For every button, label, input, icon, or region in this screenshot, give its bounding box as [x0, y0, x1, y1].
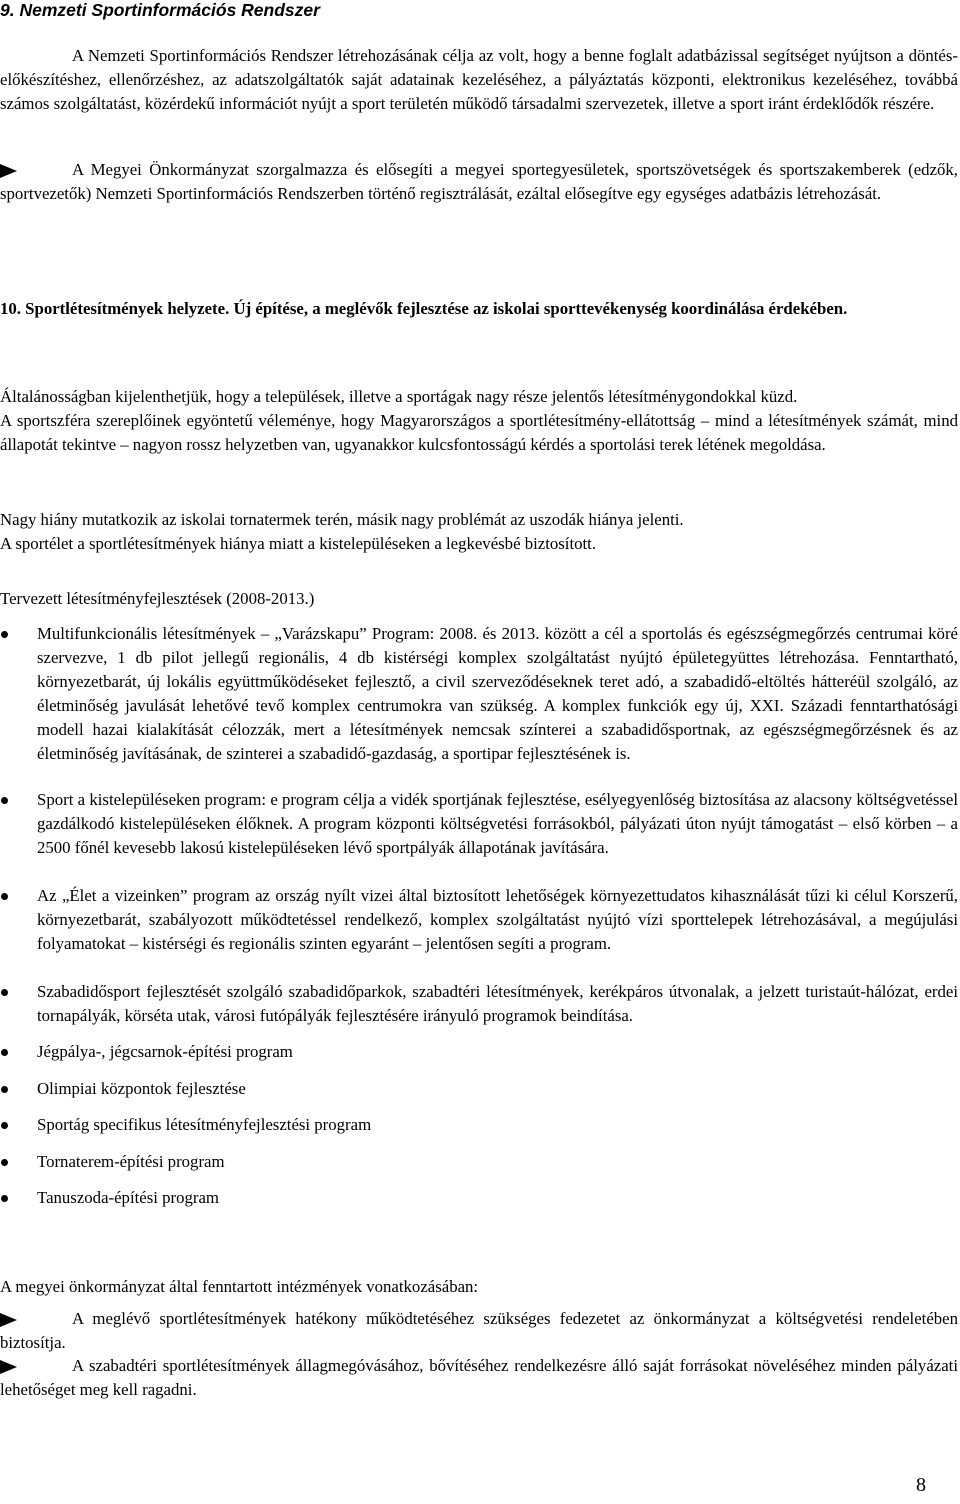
section-10-heading: 10. Sportlétesítmények helyzete. Új építése, a meglévők fejlesztése az iskolai sporttevékenység koordinálása érdekében. [0, 299, 848, 318]
section-9-arrow-text: A Megyei Önkormányzat szorgalmazza és elősegíti a megyei sportegyesületek, sportszövetségek és sportszakemberek (edzők, sportvezetők) Nemzeti Sportinformációs Rendszerben történő regisztrálását, ezáltal elősegítve egy egységes adatbázis létrehozását. [0, 160, 958, 203]
paragraph-1-first-line: Általánosságban kijelenthetjük, hogy a települések, illetve a sportágak nagy része jelentős létesítménygondokkal küzd. [0, 387, 798, 406]
institutions-arrow-item [0, 1354, 958, 1402]
paragraph-2-first-line: Nagy hiány mutatkozik az iskolai tornatermek terén, másik nagy problémát az uszodák hiánya jelenti. [0, 510, 684, 529]
section-10-heading-block [0, 297, 958, 321]
institutions-arrow-text: A meglévő sportlétesítmények hatékony működtetéséhez szükséges fedezetet az önkormányzat a költségvetési rendeletében biztosítja. [0, 1309, 958, 1352]
institutions-heading: A megyei önkormányzat által fenntartott intézmények vonatkozásában: [0, 1277, 479, 1296]
institutions-arrow-item [0, 1307, 958, 1355]
section-9-intro-paragraph: A Nemzeti Sportinformációs Rendszer létrehozásának célja az volt, hogy a benne foglalt adatbázissal segítséget nyújtson a döntés-előkészítéshez, ellenőrzéshez, az adatszolgáltatók saját adatainak kezeléséhez, a pályáztatás központi, elektronikus kezeléséhez, továbbá számos szolgáltatást, közérdekű információt nyújt a sport területén működő társadalmi szervezetek, illetve a sport iránt érdeklődők részére. [0, 46, 958, 113]
institutions-heading-block [0, 1275, 958, 1299]
list-item [0, 980, 958, 1028]
bullet-dot-icon [1, 989, 8, 996]
section-10-paragraph-2 [0, 508, 958, 556]
page-number: 8 [916, 1474, 926, 1496]
arrow-bullet-icon [0, 1360, 17, 1374]
arrow-bullet-icon [0, 164, 17, 178]
list-item-text: Multifunkcionális létesítmények – „Varázskapu” Program: 2008. és 2013. között a cél a sportolás és egészségmegőrzés centrumai köré szervezve, 1 db pilot jellegű regionális, 4 db kistérségi komplex szolgáltatást nyújtó épületegyüttes létrehozása. Fenntartható, környezetbarát, új lokális együttműködéseket fejlesztő, a civil szerveződéseknek teret adó, a szabadidő-eltöltés hátteréül szolgáló, az életminőség javulását lehetővé tevő komplex centrumokra van szükség. A komplex funkciók egy új, XXI. Századi fenntarthatósági modell hazai kialakítását célozzák, mert a létesítmények nemcsak színterei a szabadidősportnak, az egészségmegőrzésnek és az életminőség javításának, de szinterei a szabadidő-gazdaság, a sportipar fejlesztésének is. [37, 624, 958, 763]
list-item [0, 884, 958, 956]
bullet-dot-icon [1, 631, 8, 638]
section-9-intro-block [0, 44, 958, 116]
list-item [0, 622, 958, 766]
bullet-dot-icon [1, 797, 8, 804]
planned-developments-heading: Tervezett létesítményfejlesztések (2008-2013.) [0, 589, 315, 608]
bullet-dot-icon [1, 1159, 8, 1166]
list-item-text: Olimpiai központok fejlesztése [37, 1079, 246, 1098]
paragraph-2-second-line: A sportélet a sportlétesítmények hiánya miatt a kistelepüléseken a legkevésbé biztosított. [0, 534, 597, 553]
section-10-paragraph-1 [0, 385, 958, 457]
bullet-dot-icon [1, 1195, 8, 1202]
bullet-dot-icon [1, 1086, 8, 1093]
list-item-text: Sport a kistelepüléseken program: e program célja a vidék sportjának fejlesztése, esélyegyenlőség biztosítása az alacsony költségvetéssel gazdálkodó kistelepüléseken élőknek. A program központi költségvetési forrásokból, pályázati úton nyújt támogatást – első körben – a 2500 főnél kevesebb lakosú kistelepüléseken lévő sportpályák állapotának javítására. [37, 790, 958, 857]
section-9-title: 9. Nemzeti Sportinformációs Rendszer [0, 0, 320, 20]
institutions-arrow-text: A szabadtéri sportlétesítmények állagmegóvásához, bővítéséhez rendelkezésre álló saját forrásokat növeléséhez minden pályázati lehetőséget meg kell ragadni. [0, 1356, 958, 1399]
list-item-text: Sportág specifikus létesítményfejlesztési program [37, 1115, 372, 1134]
list-item [0, 788, 958, 860]
list-item-text: Az „Élet a vizeinken” program az ország nyílt vizei által biztosított lehetőségek környezettudatos kihasználását tűzi ki célul Korszerű, környezetbarát, szabályozott működtetéssel rendelkező, komplex szolgáltatást nyújtó vízi sporttelepek létrehozásával, a megújulási folyamatokat – kistérségi és regionális szinten egyaránt – jelentősen segíti a program. [37, 886, 958, 953]
list-item-text: Tanuszoda-építési program [37, 1188, 219, 1207]
arrow-bullet-icon [0, 1313, 17, 1327]
list-item-text: Szabadidősport fejlesztését szolgáló szabadidőparkok, szabadtéri létesítmények, kerékpáros útvonalak, a jelzett turistaút-hálózat, erdei tornapályák, körséta utak, városi futópályák fejlesztésére irányuló programok beindítása. [37, 982, 958, 1025]
planned-developments-heading-block [0, 587, 958, 611]
bullet-dot-icon [1, 893, 8, 900]
list-item-text: Tornaterem-építési program [37, 1152, 225, 1171]
list-item [0, 1113, 958, 1137]
list-item-text: Jégpálya-, jégcsarnok-építési program [37, 1042, 293, 1061]
planned-developments-list [0, 622, 958, 1210]
paragraph-1-body: A sportszféra szereplőinek egyöntetű véleménye, hogy Magyarországos a sportlétesítmény-ellátottság – mind a létesítmények számát, mind állapotát tekintve – nagyon rossz helyzetben van, ugyanakkor kulcsfontosságú kérdés a sportolási terek létének megoldása. [0, 411, 958, 454]
list-item [0, 1150, 958, 1174]
bullet-dot-icon [1, 1122, 8, 1129]
section-9-arrow-item [0, 158, 958, 206]
bullet-dot-icon [1, 1049, 8, 1056]
list-item [0, 1186, 958, 1210]
list-item [0, 1077, 958, 1101]
list-item [0, 1040, 958, 1064]
